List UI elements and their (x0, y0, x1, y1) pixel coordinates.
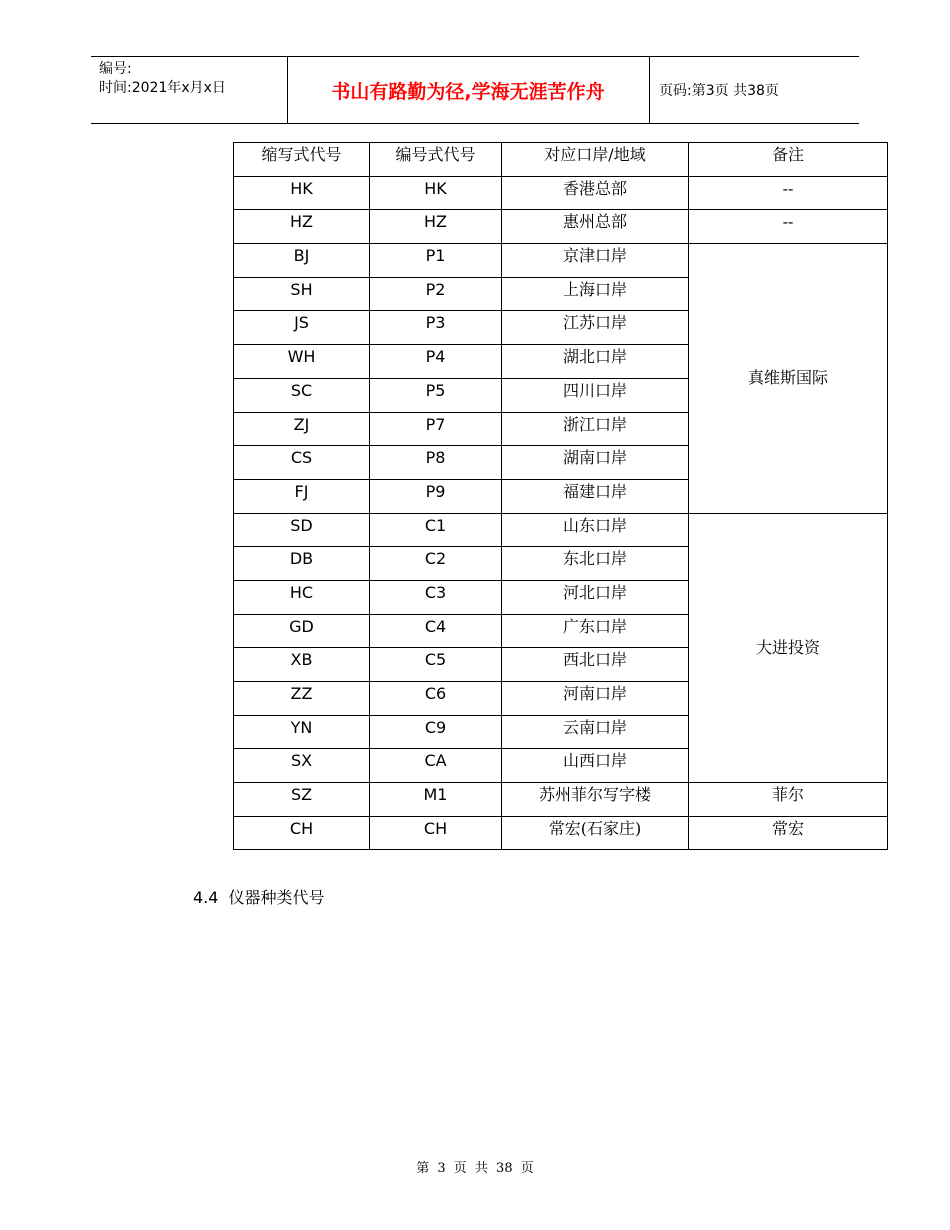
table-row (234, 513, 888, 547)
abbr-cell: SX (234, 749, 370, 783)
code-cell: P9 (370, 479, 502, 513)
col-header-code: 编号式代号 (370, 143, 502, 177)
region-cell: 湖北口岸 (502, 345, 689, 379)
region-cell: 湖南口岸 (502, 446, 689, 480)
remark-cell: 常宏 (689, 816, 888, 850)
region-cell: 浙江口岸 (502, 412, 689, 446)
code-cell: P1 (370, 244, 502, 278)
region-cell: 常宏(石家庄) (502, 816, 689, 850)
abbr-cell: HC (234, 580, 370, 614)
table-body (234, 176, 888, 850)
header-motto: 书山有路勤为径,学海无涯苦作舟 (331, 80, 605, 103)
code-cell: P7 (370, 412, 502, 446)
col-header-region: 对应口岸/地域 (502, 143, 689, 177)
col-header-remark: 备注 (689, 143, 888, 177)
section-heading (193, 885, 324, 908)
code-cell: C9 (370, 715, 502, 749)
header-page-info: 页码:第3页 共38页 (659, 83, 779, 99)
code-cell: CA (370, 749, 502, 783)
code-cell: C3 (370, 580, 502, 614)
abbr-cell: WH (234, 345, 370, 379)
abbr-cell: SD (234, 513, 370, 547)
region-cell: 京津口岸 (502, 244, 689, 278)
remark-cell: -- (689, 176, 888, 210)
code-cell: HZ (370, 210, 502, 244)
abbr-cell: HZ (234, 210, 370, 244)
table-row (234, 244, 888, 278)
abbr-cell: SZ (234, 783, 370, 817)
time-label: 时间:2021年x月x日 (99, 80, 226, 96)
code-cell: P2 (370, 277, 502, 311)
code-table (233, 142, 888, 850)
code-cell: P3 (370, 311, 502, 345)
region-cell: 四川口岸 (502, 378, 689, 412)
code-cell: C6 (370, 682, 502, 716)
region-cell: 西北口岸 (502, 648, 689, 682)
abbr-cell: XB (234, 648, 370, 682)
region-cell: 江苏口岸 (502, 311, 689, 345)
page-footer: 第 3 页 共 38 页 (416, 1161, 534, 1176)
section-title: 仪器种类代号 (228, 888, 325, 907)
table-row (234, 783, 888, 817)
table-row (234, 176, 888, 210)
code-cell: P8 (370, 446, 502, 480)
header-meta (91, 57, 287, 123)
code-cell: P4 (370, 345, 502, 379)
code-cell: C4 (370, 614, 502, 648)
code-cell: CH (370, 816, 502, 850)
abbr-cell: JS (234, 311, 370, 345)
abbr-cell: YN (234, 715, 370, 749)
remark-cell: 菲尔 (689, 783, 888, 817)
code-cell: M1 (370, 783, 502, 817)
region-cell: 上海口岸 (502, 277, 689, 311)
region-cell: 云南口岸 (502, 715, 689, 749)
abbr-cell: SC (234, 378, 370, 412)
abbr-cell: GD (234, 614, 370, 648)
abbr-cell: SH (234, 277, 370, 311)
code-cell: C2 (370, 547, 502, 581)
region-cell: 广东口岸 (502, 614, 689, 648)
code-cell: C5 (370, 648, 502, 682)
abbr-cell: ZZ (234, 682, 370, 716)
code-cell: HK (370, 176, 502, 210)
region-cell: 东北口岸 (502, 547, 689, 581)
abbr-cell: FJ (234, 479, 370, 513)
table-row (234, 816, 888, 850)
region-cell: 惠州总部 (502, 210, 689, 244)
abbr-cell: CS (234, 446, 370, 480)
remark-cell: 大进投资 (689, 513, 888, 783)
region-cell: 山东口岸 (502, 513, 689, 547)
table-header-row (234, 143, 888, 177)
region-cell: 苏州菲尔写字楼 (502, 783, 689, 817)
region-cell: 河南口岸 (502, 682, 689, 716)
code-cell: C1 (370, 513, 502, 547)
abbr-cell: BJ (234, 244, 370, 278)
region-cell: 山西口岸 (502, 749, 689, 783)
abbr-cell: HK (234, 176, 370, 210)
abbr-cell: ZJ (234, 412, 370, 446)
abbr-cell: CH (234, 816, 370, 850)
code-cell: P5 (370, 378, 502, 412)
remark-cell: 真维斯国际 (689, 244, 888, 514)
region-cell: 福建口岸 (502, 479, 689, 513)
region-cell: 河北口岸 (502, 580, 689, 614)
region-cell: 香港总部 (502, 176, 689, 210)
col-header-abbr: 缩写式代号 (234, 143, 370, 177)
section-number: 4.4 (193, 888, 219, 907)
remark-cell: -- (689, 210, 888, 244)
number-label: 编号: (99, 61, 132, 77)
table-row (234, 210, 888, 244)
abbr-cell: DB (234, 547, 370, 581)
page-header (91, 56, 859, 124)
